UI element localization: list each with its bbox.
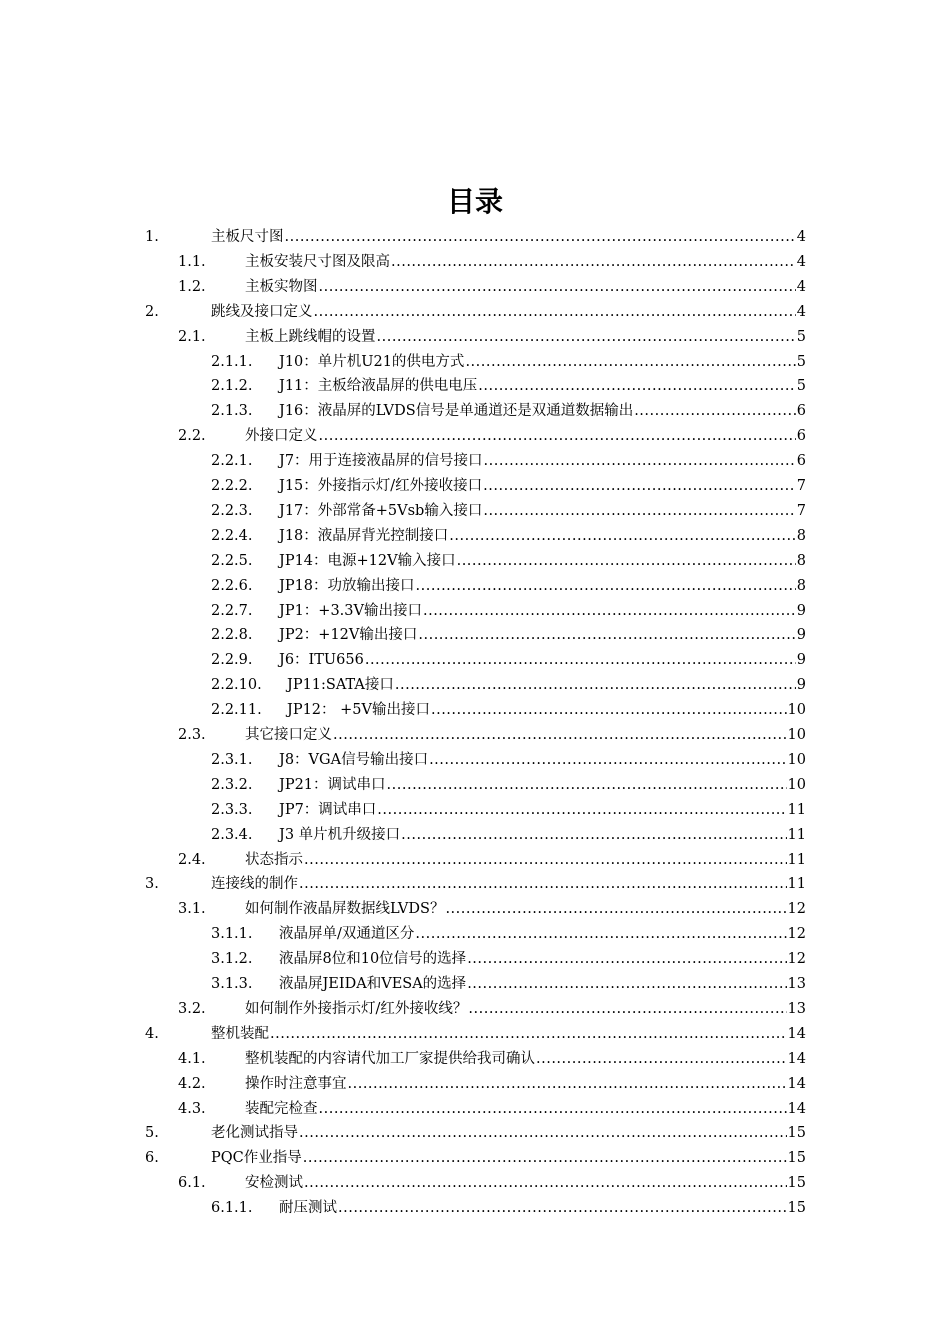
toc-entry-page-number: 9 <box>796 602 806 619</box>
toc-leader-dots <box>377 325 796 349</box>
toc-entry-number: 4.2. <box>178 1075 206 1092</box>
toc-entry-number: 2.1.3. <box>211 403 253 420</box>
toc-entry-page-number: 10 <box>787 776 806 793</box>
toc-entry-number: 2.2.2. <box>211 478 253 494</box>
toc-leader-dots <box>377 798 786 822</box>
toc-leader-dots <box>423 599 796 623</box>
toc-entry-page-number: 13 <box>787 1000 806 1017</box>
toc-leader-dots <box>478 374 796 398</box>
toc-entry-title: JP12： +5V输出接口 <box>287 702 430 719</box>
toc-leader-dots <box>299 872 787 896</box>
toc-entry-number: 2.2.4. <box>211 527 253 544</box>
toc-entry-title: J3 单片机升级接口 <box>279 826 401 843</box>
toc-leader-dots <box>304 1171 787 1195</box>
toc-entry-number: 6.1.1. <box>211 1200 253 1217</box>
toc-entry-number: 2.2.11. <box>211 702 262 719</box>
toc-entry-number: 2.3.1. <box>211 751 253 768</box>
toc-leader-dots <box>401 823 786 847</box>
toc-entry-title: J8：VGA信号输出接口 <box>279 751 429 768</box>
toc-entry-number: 3.1.1. <box>211 926 253 943</box>
toc-entry-title: 外接口定义 <box>245 428 318 445</box>
toc-entry[interactable] <box>145 1121 806 1145</box>
toc-leader-dots <box>465 350 795 374</box>
toc-entry-title: J6：ITU656 <box>279 652 364 669</box>
toc-entry-page-number: 14 <box>787 1050 806 1067</box>
toc-entry-page-number: 6 <box>796 453 806 470</box>
toc-entry-page-number: 15 <box>787 1150 806 1167</box>
toc-entry-title: J11：主板给液晶屏的供电电压 <box>279 378 478 395</box>
toc-entry-page-number: 4 <box>796 253 806 270</box>
toc-leader-dots <box>319 424 796 448</box>
toc-entry-title: 老化测试指导 <box>211 1125 298 1142</box>
toc-entry-title: 其它接口定义 <box>245 727 332 743</box>
toc-entry-title: JP7：调试串口 <box>279 801 377 818</box>
toc-entry-page-number: 4 <box>796 303 806 320</box>
toc-entry-number: 2.2.8. <box>211 627 253 644</box>
toc-entry[interactable] <box>211 350 806 374</box>
toc-entry-page-number: 11 <box>787 826 806 843</box>
toc-title: 目录 <box>446 185 503 218</box>
toc-leader-dots <box>483 499 795 523</box>
toc-entry[interactable] <box>211 673 806 697</box>
toc-leader-dots <box>468 997 786 1021</box>
toc-entry-number: 2. <box>145 303 159 320</box>
toc-entry-page-number: 15 <box>787 1200 806 1217</box>
toc-entry[interactable] <box>211 798 806 822</box>
toc-entry[interactable] <box>178 1047 806 1071</box>
toc-entry-title: 主板实物图 <box>245 278 318 295</box>
toc-leader-dots <box>299 1121 787 1145</box>
toc-entry-page-number: 12 <box>787 951 806 968</box>
toc-leader-dots <box>319 275 796 299</box>
toc-entry-title: 主板上跳线帽的设置 <box>245 328 376 345</box>
toc-entry[interactable] <box>211 947 806 971</box>
toc-entry-page-number: 5 <box>796 378 806 395</box>
toc-entry-page-number: 11 <box>787 876 806 893</box>
toc-entry-page-number: 7 <box>796 478 806 494</box>
toc-leader-dots <box>484 449 796 473</box>
toc-entry-number: 3.1.2. <box>211 951 253 968</box>
toc-entry-title: JP18：功放输出接口 <box>279 577 415 594</box>
toc-leader-dots <box>418 623 795 647</box>
toc-entry-title: JP1：+3.3V输出接口 <box>279 602 422 619</box>
toc-leader-dots <box>319 1097 787 1121</box>
toc-leader-dots <box>457 549 796 573</box>
toc-entry-title: JP2：+12V输出接口 <box>279 627 418 644</box>
toc-entry-page-number: 12 <box>787 926 806 943</box>
toc-entry-page-number: 13 <box>787 976 806 992</box>
toc-entry-page-number: 5 <box>796 353 806 370</box>
toc-entry[interactable] <box>145 225 806 249</box>
toc-entry-title: 跳线及接口定义 <box>211 303 313 320</box>
toc-entry-title: 液晶屏单/双通道区分 <box>279 926 415 943</box>
toc-entry-number: 3.1. <box>178 901 206 918</box>
toc-entry-number: 4.3. <box>178 1100 206 1117</box>
toc-entry[interactable] <box>211 499 806 523</box>
toc-leader-dots <box>467 972 786 996</box>
toc-entry-number: 2.2.7. <box>211 602 253 619</box>
toc-entry-number: 2.2.5. <box>211 552 253 569</box>
toc-entry-number: 1. <box>145 229 159 245</box>
toc-entry-title: J10：单片机U21的供电方式 <box>279 353 465 370</box>
toc-entry-title: 装配完检查 <box>245 1100 318 1117</box>
toc-entry[interactable] <box>211 574 806 598</box>
toc-entry-number: 2.1.1. <box>211 353 253 370</box>
toc-entry[interactable] <box>145 1146 806 1170</box>
toc-entry-number: 1.1. <box>178 253 206 270</box>
toc-entry-page-number: 10 <box>787 751 806 768</box>
toc-entry-page-number: 14 <box>787 1100 806 1117</box>
toc-entry[interactable] <box>145 300 806 324</box>
toc-entry-number: 2.3.2. <box>211 776 253 793</box>
toc-entry-page-number: 14 <box>787 1025 806 1042</box>
toc-entry-page-number: 11 <box>787 851 806 868</box>
toc-entry-page-number: 9 <box>796 652 806 669</box>
toc-entry[interactable] <box>178 1072 806 1096</box>
toc-entry-title: PQC作业指导 <box>211 1150 302 1167</box>
toc-entry[interactable] <box>211 748 806 772</box>
toc-entry-page-number: 4 <box>796 278 806 295</box>
toc-leader-dots <box>365 648 796 672</box>
toc-leader-dots <box>483 474 796 498</box>
toc-entry-number: 3.2. <box>178 1000 206 1017</box>
toc-leader-dots <box>270 1022 787 1046</box>
toc-leader-dots <box>449 524 796 548</box>
toc-entry-number: 1.2. <box>178 278 206 295</box>
toc-entry[interactable] <box>178 897 806 921</box>
toc-entry-number: 2.3. <box>178 727 206 743</box>
toc-entry[interactable] <box>211 972 806 996</box>
toc-entry[interactable] <box>145 872 806 896</box>
toc-entry-number: 2.1. <box>178 328 206 345</box>
toc-entry-title: J7：用于连接液晶屏的信号接口 <box>279 453 483 470</box>
toc-entry[interactable] <box>211 599 806 623</box>
toc-entry-title: J17：外部常备+5Vsb输入接口 <box>279 502 483 519</box>
toc-entry[interactable] <box>178 848 806 872</box>
toc-entry[interactable] <box>178 325 806 349</box>
toc-entry[interactable] <box>211 648 806 672</box>
toc-entry-title: J15：外接指示灯/红外接收接口 <box>279 478 483 494</box>
toc-entry-title: 状态指示 <box>245 851 303 868</box>
toc-entry[interactable] <box>211 549 806 573</box>
toc-entry-number: 4. <box>145 1025 159 1042</box>
toc-entry-title: 耐压测试 <box>279 1200 337 1217</box>
toc-entry-number: 2.3.3. <box>211 801 253 818</box>
toc-entry-title: 液晶屏8位和10位信号的选择 <box>279 951 467 968</box>
toc-entry-page-number: 4 <box>796 229 806 245</box>
toc-entry-number: 2.2.1. <box>211 453 253 470</box>
toc-entry-title: 主板安装尺寸图及限高 <box>245 253 390 270</box>
toc-entry-page-number: 15 <box>787 1175 806 1192</box>
toc-entry[interactable] <box>178 250 806 274</box>
toc-entry-title: J18：液晶屏背光控制接口 <box>279 527 449 544</box>
toc-entry-page-number: 8 <box>796 527 806 544</box>
toc-entry-number: 2.1.2. <box>211 378 253 395</box>
toc-leader-dots <box>391 250 796 274</box>
toc-entry[interactable] <box>178 997 806 1021</box>
toc-entry-number: 3. <box>145 876 159 893</box>
toc-entry[interactable] <box>211 524 806 548</box>
toc-entry-title: JP11:SATA接口 <box>287 677 394 694</box>
toc-entry-number: 6.1. <box>178 1175 206 1192</box>
toc-entry[interactable] <box>211 374 806 398</box>
toc-entry-title: 操作时注意事宜 <box>245 1075 347 1092</box>
toc-leader-dots <box>415 922 786 946</box>
toc-entry-page-number: 9 <box>796 677 806 694</box>
toc-leader-dots <box>416 574 796 598</box>
toc-entry-page-number: 8 <box>796 552 806 569</box>
toc-entry-number: 4.1. <box>178 1050 206 1067</box>
toc-entry[interactable] <box>211 474 806 498</box>
toc-entry-number: 2.2.9. <box>211 652 253 669</box>
toc-entry-number: 3.1.3. <box>211 976 253 992</box>
toc-entry[interactable] <box>211 773 806 797</box>
toc-leader-dots <box>314 300 796 324</box>
toc-leader-dots <box>285 225 796 249</box>
toc-leader-dots <box>634 399 796 423</box>
toc-entry[interactable] <box>178 1097 806 1121</box>
toc-entry-page-number: 6 <box>796 403 806 420</box>
toc-entry-page-number: 10 <box>787 702 806 719</box>
toc-entry[interactable] <box>211 1196 806 1220</box>
toc-entry-title: 如何制作外接指示灯/红外接收线？ <box>245 1000 468 1017</box>
toc-entry-number: 2.2. <box>178 428 206 445</box>
toc-entry-number: 6. <box>145 1150 159 1167</box>
toc-leader-dots <box>445 897 786 921</box>
toc-leader-dots <box>536 1047 787 1071</box>
toc-leader-dots <box>429 748 786 772</box>
toc-entry[interactable] <box>211 623 806 647</box>
toc-leader-dots <box>387 773 787 797</box>
toc-entry-page-number: 6 <box>796 428 806 445</box>
toc-leader-dots <box>348 1072 787 1096</box>
toc-leader-dots <box>467 947 786 971</box>
toc-entry-title: 整机装配 <box>211 1025 269 1042</box>
toc-leader-dots <box>431 698 787 722</box>
toc-entry[interactable] <box>211 823 806 847</box>
toc-entry[interactable] <box>178 275 806 299</box>
toc-leader-dots <box>304 848 787 872</box>
toc-entry[interactable] <box>211 399 806 423</box>
toc-entry[interactable] <box>211 698 806 722</box>
toc-entry-title: 安检测试 <box>245 1175 303 1192</box>
toc-entry-title: J16：液晶屏的LVDS信号是单通道还是双通道数据输出 <box>279 403 634 420</box>
toc-entry-number: 2.4. <box>178 851 206 868</box>
toc-entry-title: 连接线的制作 <box>211 876 298 893</box>
toc-entry-page-number: 8 <box>796 577 806 594</box>
toc-entry-page-number: 14 <box>787 1075 806 1092</box>
toc-leader-dots <box>333 723 787 747</box>
toc-entry-page-number: 10 <box>787 727 806 743</box>
toc-entry-number: 2.2.10. <box>211 677 262 694</box>
toc-entry[interactable] <box>178 424 806 448</box>
toc-entry-title: 整机装配的内容请代加工厂家提供给我司确认 <box>245 1050 535 1067</box>
toc-entry-title: 主板尺寸图 <box>211 229 284 245</box>
toc-entry-page-number: 15 <box>787 1125 806 1142</box>
toc-leader-dots <box>338 1196 787 1220</box>
toc-entry-title: 液晶屏JEIDA和VESA的选择 <box>279 976 467 992</box>
toc-entry-title: JP21：调试串口 <box>279 776 386 793</box>
toc-entry-page-number: 7 <box>796 502 806 519</box>
toc-entry-number: 5. <box>145 1125 159 1142</box>
toc-entry[interactable] <box>211 922 806 946</box>
toc-entry-page-number: 5 <box>796 328 806 345</box>
toc-entry-number: 2.2.6. <box>211 577 253 594</box>
toc-entry-title: JP14：电源+12V输入接口 <box>279 552 456 569</box>
toc-entry[interactable] <box>178 723 806 747</box>
toc-leader-dots <box>303 1146 787 1170</box>
toc-entry-number: 2.3.4. <box>211 826 253 843</box>
toc-entry-page-number: 9 <box>796 627 806 644</box>
toc-entry-title: 如何制作液晶屏数据线LVDS？ <box>245 901 445 918</box>
toc-entry-page-number: 12 <box>787 901 806 918</box>
toc-entry-page-number: 11 <box>787 801 806 818</box>
toc-entry[interactable] <box>211 449 806 473</box>
toc-leader-dots <box>395 673 796 697</box>
toc-entry[interactable] <box>145 1022 806 1046</box>
toc-entry[interactable] <box>178 1171 806 1195</box>
toc-entry-number: 2.2.3. <box>211 502 253 519</box>
